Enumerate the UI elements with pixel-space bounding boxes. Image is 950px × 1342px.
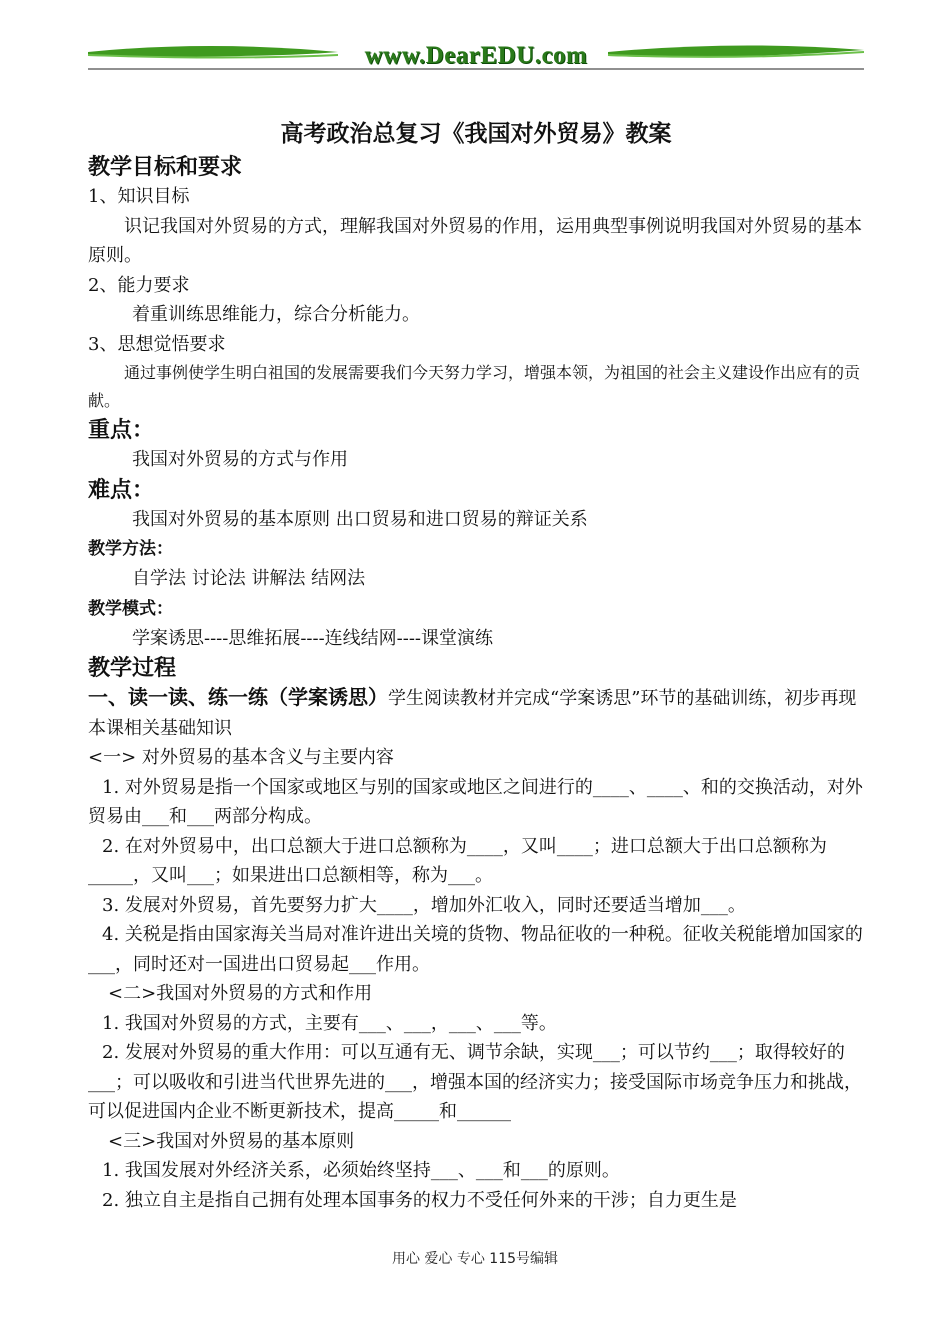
question-3-1: 1. 我国发展对外经济关系，必须始终坚持___、___和___的原则。 xyxy=(102,1160,620,1181)
thought-text: 通过事例使学生明白祖国的发展需要我们今天努力学习，增强本领，为祖国的社会主义建设作出应有的贡献。 xyxy=(88,363,861,410)
question-3-2: 2. 独立自主是指自己拥有处理本国事务的权力不受任何外来的干涉；自力更生是 xyxy=(102,1189,737,1211)
section1-text: 学生阅读教材并完成“学案诱思”环节的基础训练，初步再现本课相关基础知识 xyxy=(88,688,857,739)
question-2-2: 2. 发展对外贸易的重大作用：可以互通有无、调节余缺，实现___；可以节约___；取得较好的___；可以吸收和引进当代世界先进的___，增强本国的经济实力；接受国际市场竞争压力和挑战，可以促进国内企业不断更新技术，提高_____和______ xyxy=(88,1042,862,1122)
question-1-4: 4. 关税是指由国家海关当局对准许进出关境的货物、物品征收的一种税。征收关税能增加国家的___，同时还对一国进出口贸易起___作用。 xyxy=(88,924,863,975)
question-1-3: 3. 发展对外贸易，首先要努力扩大____，增加外汇收入，同时还要适当增加___。 xyxy=(102,894,746,916)
page-footer: 用心 爱心 专心 115号编辑 xyxy=(391,1251,559,1267)
thought-label: 3、思想觉悟要求 xyxy=(88,333,226,355)
ability-label: 2、能力要求 xyxy=(88,274,190,296)
part3-title: <三>我国对外贸易的基本原则 xyxy=(108,1130,355,1152)
question-2-1: 1. 我国对外贸易的方式，主要有___、___，___、___等。 xyxy=(102,1012,557,1034)
difficult-point-heading: 难点： xyxy=(88,476,155,503)
process-heading: 教学过程 xyxy=(88,655,177,681)
mode-text: 学案诱思----思维拓展----连线结网----课堂演练 xyxy=(132,627,493,649)
key-point-text: 我国对外贸易的方式与作用 xyxy=(132,449,348,470)
key-point-heading: 重点： xyxy=(88,417,155,443)
document-title: 高考政治总复习《我国对外贸易》教案 xyxy=(280,120,672,147)
difficult-point-text: 我国对外贸易的基本原则 出口贸易和进口贸易的辩证关系 xyxy=(132,508,588,530)
objectives-heading: 教学目标和要求 xyxy=(88,154,243,180)
site-url: www.DearEDU.com xyxy=(364,42,588,69)
method-text: 自学法 讨论法 讲解法 结网法 xyxy=(132,568,366,589)
mode-heading: 教学模式： xyxy=(88,598,173,619)
method-heading: 教学方法： xyxy=(88,539,173,559)
part1-title: <一> 对外贸易的基本含义与主要内容 xyxy=(88,747,394,768)
knowledge-text: 识记我国对外贸易的方式，理解我国对外贸易的作用，运用典型事例说明我国对外贸易的基本原则。 xyxy=(88,215,862,266)
knowledge-label: 1、知识目标 xyxy=(88,186,190,207)
section1-paragraph xyxy=(88,683,864,743)
part2-title: <二>我国对外贸易的方式和作用 xyxy=(108,983,373,1004)
site-banner xyxy=(88,38,864,72)
document-body xyxy=(88,116,864,1215)
question-1-2: 2. 在对外贸易中，出口总额大于进口总额称为____，又叫____；进口总额大于出口总额称为_____，又叫___；如果进出口总额相等，称为___。 xyxy=(88,835,827,886)
question-1-1: 1. 对外贸易是指一个国家或地区与别的国家或地区之间进行的____、____、和的交换活动，对外贸易由___和___两部分构成。 xyxy=(88,776,863,827)
ability-text: 着重训练思维能力，综合分析能力。 xyxy=(132,304,420,325)
section1-heading: 一、读一读、练一练（学案诱思） xyxy=(88,685,388,709)
